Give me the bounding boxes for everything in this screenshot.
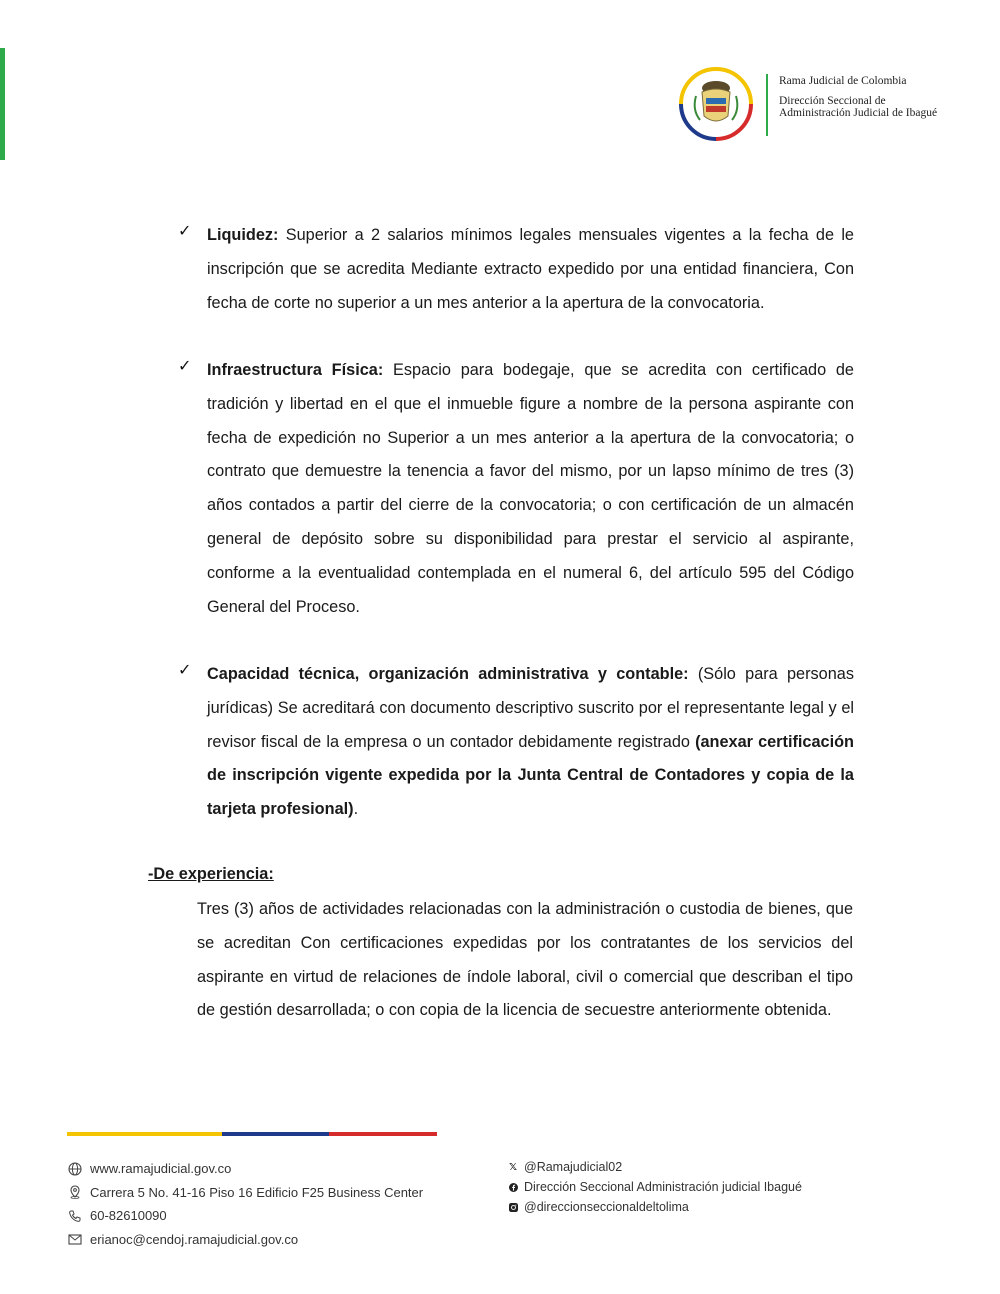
- list-item-liquidez: [178, 219, 854, 320]
- letterhead: [678, 66, 978, 146]
- footer-address: Carrera 5 No. 41-16 Piso 16 Edificio F25 Business Center: [90, 1184, 424, 1200]
- list-item-title: Liquidez:: [207, 226, 279, 244]
- section-title-experiencia: -De experiencia:: [148, 865, 274, 883]
- envelope-icon: [67, 1231, 83, 1247]
- header-divider: [766, 74, 768, 136]
- footer-contact: [67, 1157, 423, 1251]
- list-item-infraestructura: [178, 354, 854, 624]
- phone-icon: [67, 1208, 83, 1224]
- footer-social: [508, 1157, 802, 1217]
- footer-address-row: [67, 1181, 423, 1205]
- footer-email-row: [67, 1228, 423, 1252]
- footer-facebook-page[interactable]: Dirección Seccional Administración judicial Ibagué: [524, 1180, 802, 1194]
- location-pin-icon: [67, 1184, 83, 1200]
- org-name-line1: Rama Judicial de Colombia: [779, 75, 907, 87]
- checkmark-icon: ✓: [178, 358, 192, 375]
- instagram-icon: [508, 1202, 518, 1212]
- org-name-line2: Dirección Seccional de Administración Judicial de Ibagué: [779, 95, 938, 119]
- footer-bar-yellow: [67, 1132, 222, 1136]
- list-item-text: Capacidad técnica, organización administrativa y contable: (Sólo para personas jurídicas) Se acreditará con documento descriptivo suscrito por el representante legal y el revisor fiscal de la empresa o un contador debidamente registrado (anexar certificación de inscripción vigente expedida por la Junta Central de Contadores y copia de la tarjeta profesional).: [207, 665, 854, 819]
- list-item-text: Liquidez: Superior a 2 salarios mínimos legales mensuales vigentes a la fecha de le inscripción que se acredita Mediante extracto expedido por una entidad financiera, Con fecha de corte no superior a un mes anterior a la apertura de la convocatoria.: [207, 226, 854, 312]
- list-item-text: Infraestructura Física: Espacio para bodegaje, que se acredita con certificado de tradición y libertad en el que el inmueble figure a nombre de la persona aspirante con fecha de expedición no Superior a un mes anterior a la apertura de la convocatoria; o contrato que demuestre la tenencia a favor del mismo, por un lapso mínimo de tres (3) años contados a partir del cierre de la convocatoria; o con certificación de un almacén general de depósito sobre su disponibilidad para prestar el servicio al aspirante, conforme a la eventualidad contemplada en el numeral 6, del artículo 595 del Código General del Proceso.: [207, 361, 854, 616]
- bold-requirement: (anexar certificación de inscripción vigente expedida por la Junta Central de Contadores y copia de la tarjeta profesional): [207, 732, 854, 819]
- list-item-title: Capacidad técnica, organización administrativa y contable:: [207, 665, 689, 683]
- footer-phone: 60-82610090: [90, 1208, 167, 1224]
- coat-of-arms-seal-icon: [678, 66, 754, 142]
- checkmark-icon: ✓: [178, 662, 192, 679]
- footer-facebook-row: [508, 1177, 802, 1197]
- footer-phone-row: [67, 1204, 423, 1228]
- footer-bar-blue: [222, 1132, 329, 1136]
- footer-instagram-handle[interactable]: @direccionseccionaldeltolima: [524, 1200, 689, 1214]
- footer-twitter-row: [508, 1157, 802, 1177]
- footer-email-link[interactable]: erianoc@cendoj.ramajudicial.gov.co: [90, 1231, 299, 1247]
- list-item-capacidad: [178, 658, 854, 827]
- footer-website-link[interactable]: www.ramajudicial.gov.co: [90, 1161, 232, 1177]
- list-item-title: Infraestructura Física:: [207, 361, 384, 379]
- facebook-icon: [508, 1182, 518, 1192]
- org-name-block: [779, 75, 949, 119]
- checkmark-icon: ✓: [178, 223, 192, 240]
- x-twitter-icon: 𝕏: [508, 1161, 518, 1173]
- left-accent-bar: [0, 48, 5, 160]
- globe-icon: [67, 1161, 83, 1177]
- footer-bar-red: [329, 1132, 437, 1136]
- footer-twitter-handle[interactable]: @Ramajudicial02: [524, 1160, 623, 1174]
- footer-instagram-row: [508, 1197, 802, 1217]
- section-body-experiencia: Tres (3) años de actividades relacionadas con la administración o custodia de bienes, que se acreditan Con certificaciones expedidas por los contratantes de los servicios del aspirante en virtud de relaciones de índole laboral, civil o comercial que describan el tipo de gestión desarrollada; o con copia de la licencia de secuestre anteriormente obtenida.: [197, 900, 853, 1020]
- footer-website-row: [67, 1157, 423, 1181]
